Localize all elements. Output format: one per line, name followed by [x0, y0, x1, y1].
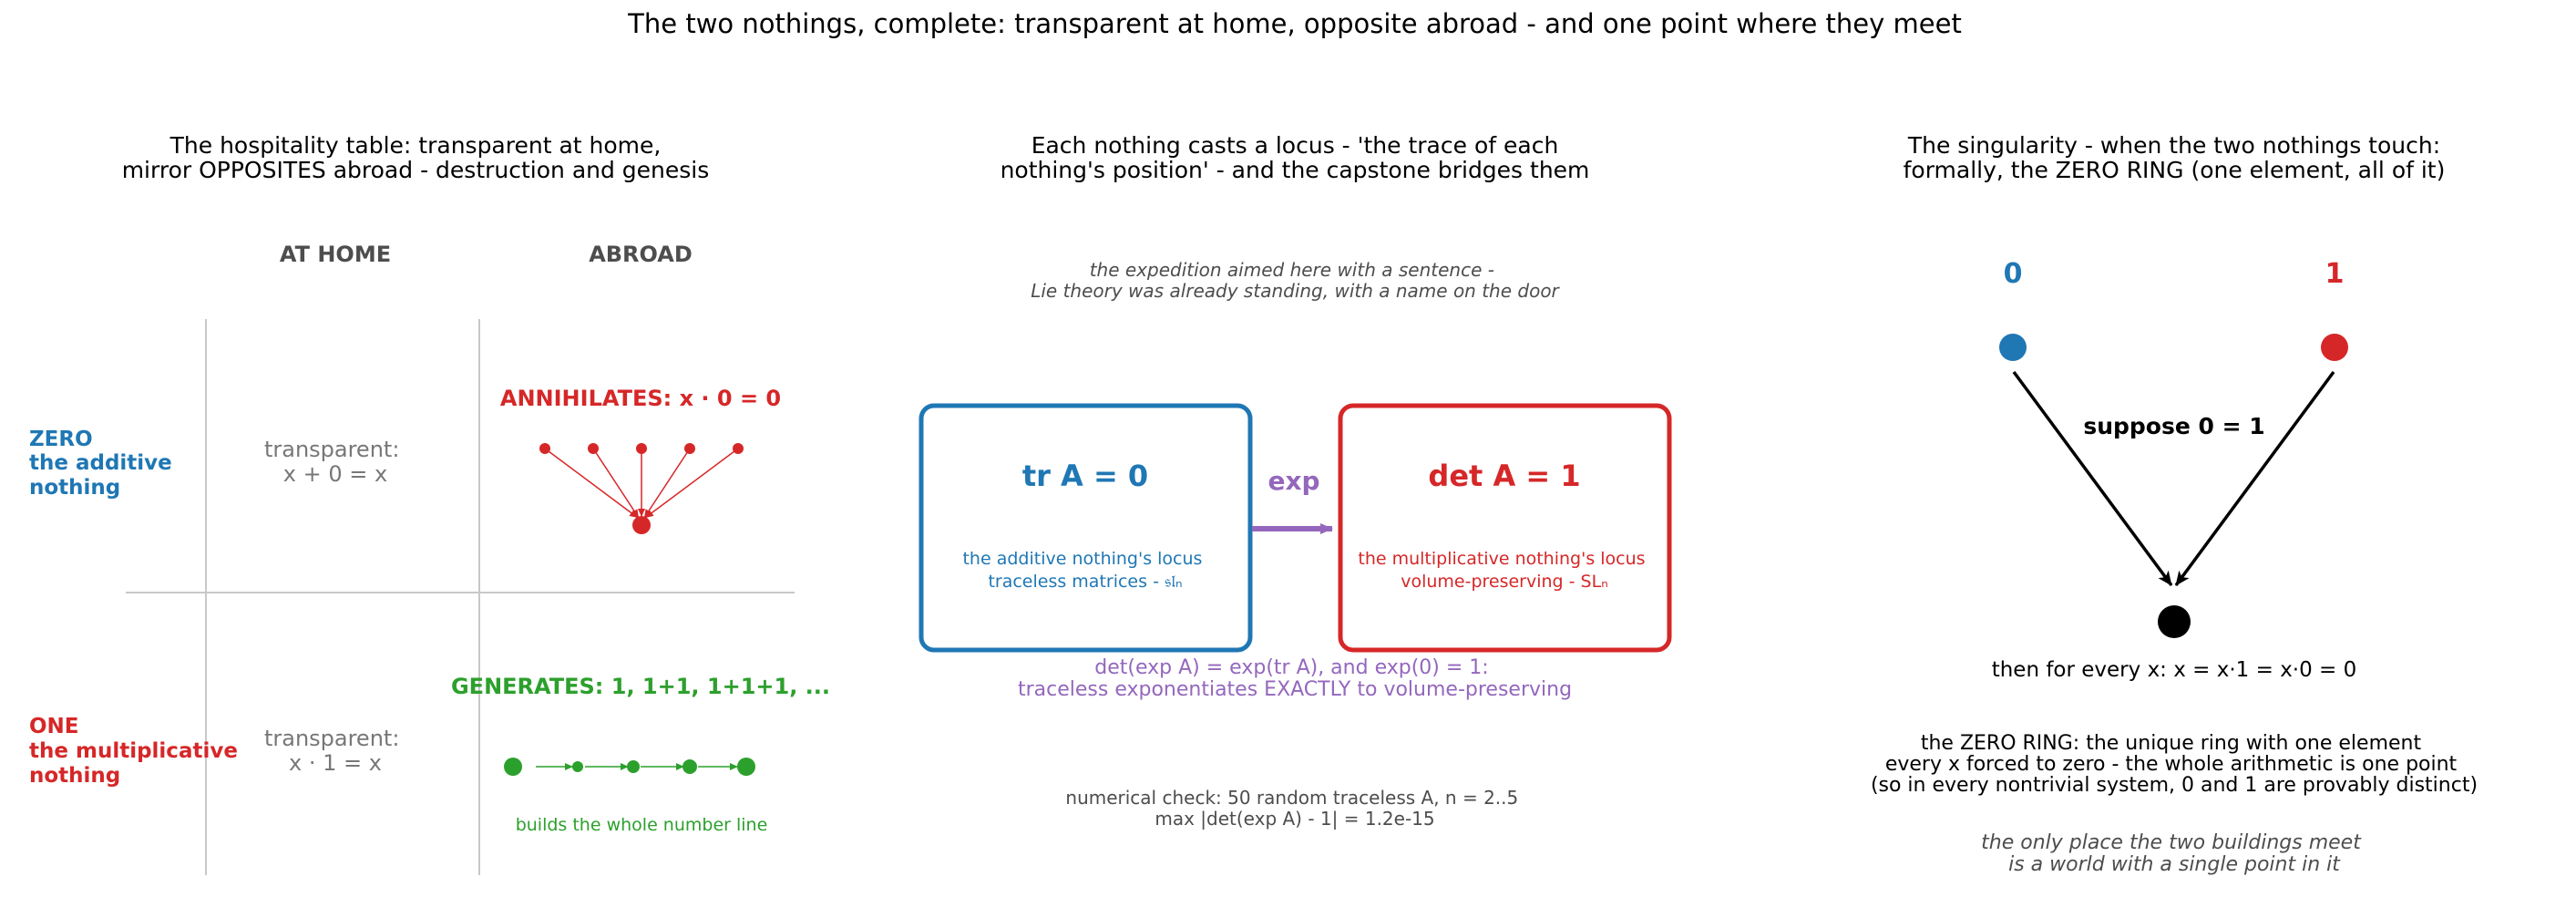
number-line-dot: [737, 758, 755, 776]
only-place-note: the only place the two buildings meet is a world with a single point in it: [1981, 831, 2361, 876]
number-line-dot: [627, 760, 640, 773]
traceless-box: [921, 406, 1250, 650]
builds-number-line-caption: builds the whole number line: [515, 815, 768, 835]
row-label-zero: ZERO the additive nothing: [29, 428, 172, 500]
zero-ring-explanation: the ZERO RING: the unique ring with one element every x forced to zero - the whole arithmetic is one point (so in every nontrivial system, 0 and 1 are provably distinct): [1870, 732, 2479, 797]
zero-to-point-arrow: [2014, 372, 2171, 585]
zero-node-label: 0: [2003, 258, 2023, 290]
number-line-dot: [682, 759, 697, 774]
panel1-title-line1: The hospitality table: transparent at home,: [169, 132, 662, 159]
zero-node: [1999, 334, 2027, 361]
generation-diagram: [504, 758, 755, 776]
volume-preserving-formula: det A = 1: [1428, 459, 1581, 493]
panel-loci: [921, 132, 1669, 830]
panel-hospitality-table: [29, 132, 830, 875]
one-node-label: 1: [2325, 258, 2345, 290]
panel1-title-line2: mirror OPPOSITES abroad - destruction and genesis: [121, 157, 710, 183]
row-label-one: ONE the multiplicative nothing: [29, 715, 238, 788]
number-line-dot: [504, 758, 522, 776]
panel2-title-line2: nothing's position' - and the capstone bridges them: [1000, 157, 1590, 183]
volume-preserving-description: the multiplicative nothing's locus volume-preserving - SLₙ: [1358, 549, 1646, 592]
panel2-title-line1: Each nothing casts a locus - 'the trace of each: [1031, 132, 1559, 159]
annihilates-label: ANNIHILATES: x · 0 = 0: [499, 386, 782, 411]
annihilation-source-dot: [588, 443, 599, 454]
column-header-at-home: AT HOME: [279, 242, 392, 267]
number-line-dot: [572, 761, 583, 772]
one-to-point-arrow: [2176, 372, 2334, 585]
panel3-title-line1: The singularity - when the two nothings touch:: [1907, 132, 2441, 159]
annihilation-diagram: [539, 443, 744, 534]
figure-title: The two nothings, complete: transparent at home, opposite abroad - and one point where they meet: [628, 8, 1962, 39]
panel-singularity: [1871, 132, 2478, 876]
annihilation-target-dot: [632, 516, 651, 534]
determinant-identity: det(exp A) = exp(tr A), and exp(0) = 1: traceless exponentiates EXACTLY to volume-preserving: [1017, 656, 1573, 701]
annihilation-source-dot: [636, 443, 647, 454]
annihilation-source-dot: [539, 443, 550, 454]
annihilation-source-dot: [684, 443, 695, 454]
generates-label: GENERATES: 1, 1+1, 1+1+1, ...: [450, 674, 831, 699]
exp-arrow-label: exp: [1267, 466, 1320, 496]
one-at-home-text: transparent: x · 1 = x: [263, 726, 400, 776]
single-point-node: [2158, 605, 2191, 638]
traceless-formula: tr A = 0: [1021, 459, 1149, 493]
expedition-note: the expedition aimed here with a sentence - Lie theory was already standing, with a name on the door: [1031, 259, 1559, 302]
numerical-check: numerical check: 50 random traceless A, n = 2..5 max |det(exp A) - 1| = 1.2e-15: [1065, 787, 1519, 830]
volume-preserving-box: [1340, 406, 1669, 650]
zero-at-home-text: transparent: x + 0 = x: [263, 437, 400, 487]
column-header-abroad: ABROAD: [589, 242, 693, 267]
traceless-description: the additive nothing's locus traceless matrices - 𝔰𝔩ₙ: [962, 549, 1203, 592]
then-for-every-x: then for every x: x = x·1 = x·0 = 0: [1991, 658, 2357, 682]
annihilation-source-dot: [733, 443, 744, 454]
panel3-title-line2: formally, the ZERO RING (one element, all of it): [1903, 157, 2446, 183]
one-node: [2321, 334, 2348, 361]
suppose-label: suppose 0 = 1: [2083, 413, 2265, 439]
